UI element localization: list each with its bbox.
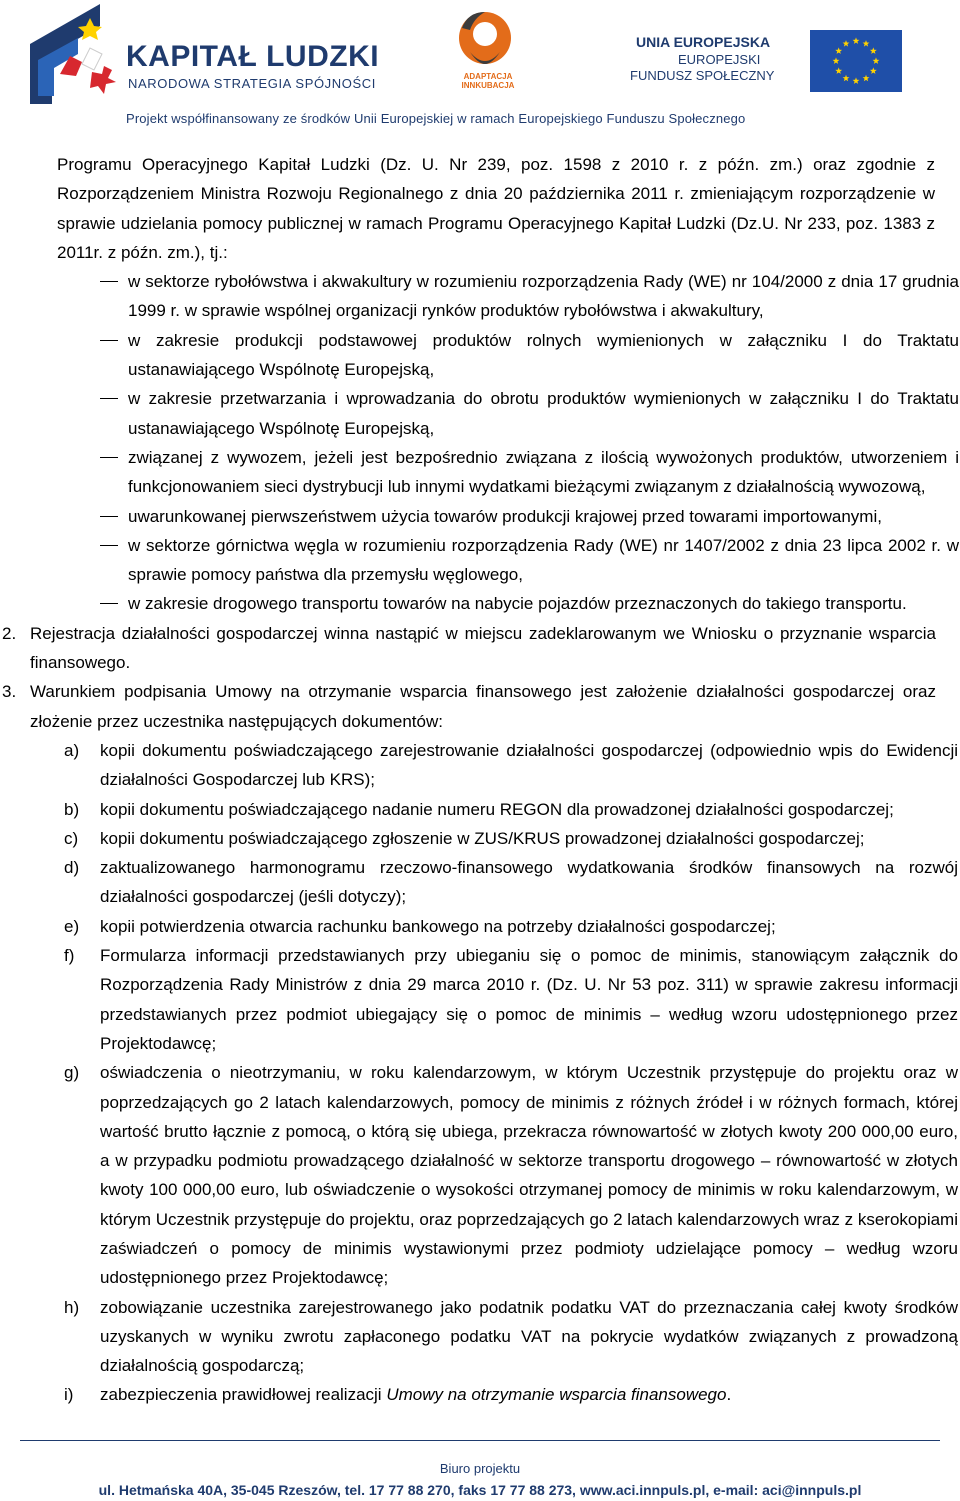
list-item xyxy=(128,326,959,385)
list-item xyxy=(128,384,959,443)
ue-title: UNIA EUROPEJSKA xyxy=(636,34,771,50)
list-item-text: w sektorze rybołówstwa i akwakultury w rozumieniu rozporządzenia Rady (WE) nr 104/2000 z dnia 17 grudnia 1999 r. w sprawie wspólnej organizacji rynków produktów rybołówstwa i akwakultury, xyxy=(128,272,959,321)
numbered-item-2 xyxy=(2,619,936,678)
item-letter: b) xyxy=(64,799,80,819)
lettered-item-g xyxy=(64,1058,958,1292)
numbered-item-3 xyxy=(2,677,936,736)
lettered-item-f xyxy=(64,941,958,1058)
eu-flag-icon xyxy=(810,30,902,92)
item-letter: i) xyxy=(64,1385,74,1405)
item-text: oświadczenia o nieotrzymaniu, w roku kalendarzowym, w którym Uczestnik przystępuje do projektu oraz w poprzedzających go 2 latach kalendarzowych, pomocy de minimis z różnych źródeł i w różnych formach, której wartość brutto łącznie z pomocą, o którą się ubiega, przekracza równowartość w złotych kwoty 200 000,00 euro, a w przypadku podmiotu prowadzącego działalność w sektorze transportu drogowego – równowartość w złotych kwoty 100 000,00 euro, lub oświadczenie o wysokości otrzymanej pomocy de minimis w roku kalendarzowym, w którym Uczestnik przystępuje do projektu, oraz poprzedzających go 2 latach kalendarzowych wraz z kserokopiami zaświadczeń o pomocy de minimis wystawionymi przez podmioty udzielające pomocy – według wzoru udostępnionego przez Projektodawcę; xyxy=(100,1063,958,1288)
item-text: zobowiązanie uczestnika zarejestrowanego jako podatnik podatku VAT do przeznaczania całej kwoty środków uzyskanych w wyniku zwrotu zapłaconego podatku VAT na pokrycie wydatków związanych z prowadzoną działalnością gospodarczą; xyxy=(100,1297,958,1376)
list-item xyxy=(128,267,959,326)
item-letter: h) xyxy=(64,1297,80,1317)
footer-divider xyxy=(20,1440,940,1441)
item-letter: c) xyxy=(64,828,79,848)
ue-fund-line-1: EUROPEJSKI xyxy=(678,52,761,67)
item-text: kopii dokumentu poświadczającego zarejestrowanie działalności gospodarczej (odpowiednio wpis do Ewidencji działalności Gospodarczej lub KRS); xyxy=(100,740,958,790)
exclusion-list xyxy=(0,267,960,619)
document-body xyxy=(0,150,960,1410)
item-text: kopii dokumentu poświadczającego zgłoszenie w ZUS/KRUS prowadzonej działalności gospodarczej; xyxy=(100,828,865,848)
kapital-ludzki-subtitle: NARODOWA STRATEGIA SPÓJNOŚCI xyxy=(128,76,376,91)
item-text: Formularza informacji przedstawianych przy ubieganiu się o pomoc de minimis, stanowiącym załącznik do Rozporządzenia Rady Ministrów z dnia 29 marca 2010 r. (Dz. U. Nr 53 poz. 311) w sprawie zakresu informacji przedstawianych przez podmiot ubiegający się o pomoc de minimis – według wzoru udostępnionego przez Projektodawcę; xyxy=(100,946,958,1053)
item-text: kopii dokumentu poświadczającego nadanie numeru REGON dla prowadzonej działalności gospodarczej; xyxy=(100,799,894,819)
item-text-tail: . xyxy=(726,1385,732,1405)
list-item xyxy=(128,589,959,618)
footer-office-label: Biuro projektu xyxy=(439,1461,521,1476)
list-item xyxy=(128,502,959,531)
list-item-text: związanej z wywozem, jeżeli jest bezpośrednio związana z ilością wywożonych produktów, utworzeniem i funkcjonowaniem sieci dystrybucji lub innymi wydatkami bieżącymi związanym z działalnością wywozową, xyxy=(128,447,959,497)
item-text: zaktualizowanego harmonogramu rzeczowo-finansowego wydatkowania środków finansowych na rozwój działalności gospodarczej (jeśli dotyczy); xyxy=(100,858,958,907)
item-letter: g) xyxy=(64,1063,80,1083)
lettered-item-b xyxy=(64,795,958,824)
kapital-ludzki-title: KAPITAŁ LUDZKI xyxy=(126,40,380,73)
lettered-item-e xyxy=(64,912,958,941)
list-item-text: w zakresie drogowego transportu towarów na nabycie pojazdów przeznaczonych do takiego transportu. xyxy=(128,594,907,614)
item-text-italic: Umowy na otrzymanie wsparcia finansowego xyxy=(386,1385,727,1405)
list-item-text: w sektorze górnictwa węgla w rozumieniu rozporządzenia Rady (WE) nr 1407/2002 z dnia 23 lipca 2002 r. w sprawie pomocy państwa dla przemysłu węglowego, xyxy=(128,535,959,585)
list-item xyxy=(128,531,959,590)
lettered-item-c xyxy=(64,824,958,853)
page-header xyxy=(0,0,960,140)
item-text: kopii potwierdzenia otwarcia rachunku bankowego na potrzeby działalności gospodarczej; xyxy=(100,916,776,936)
intro-paragraph: Programu Operacyjnego Kapitał Ludzki (Dz. U. Nr 239, poz. 1598 z 2010 r. z późn. zm.) oraz zgodnie z Rozporządzeniem Ministra Rozwoju Regionalnego z dnia 20 października 2011 r. zmieniającym rozporządzenie w sprawie udzielania pomocy publicznej w ramach Programu Operacyjnego Kapitał Ludzki (Dz.U. Nr 233, poz. 1383 z 2011r. z późn. zm.), tj.: xyxy=(57,155,935,262)
kapital-ludzki-logo xyxy=(30,4,120,104)
item-number: 3. xyxy=(2,682,17,702)
dash-bullet xyxy=(100,340,118,341)
list-item xyxy=(128,443,959,502)
dash-bullet xyxy=(100,457,118,458)
item-letter: f) xyxy=(64,946,75,966)
item-letter: d) xyxy=(64,858,80,878)
dash-bullet xyxy=(100,603,118,604)
list-item-text: w zakresie produkcji podstawowej produktów rolnych wymienionych w załączniku I do Traktatu ustanawiającego Wspólnotę Europejską, xyxy=(128,330,959,380)
lettered-item-i xyxy=(64,1380,958,1409)
lettered-item-h xyxy=(64,1293,958,1381)
dash-bullet xyxy=(100,281,118,282)
aci-line-2: INNKUBACJA xyxy=(461,81,515,90)
dash-bullet xyxy=(100,545,118,546)
footer-address: ul. Hetmańska 40A, 35-045 Rzeszów, tel. 17 77 88 270, faks 17 77 88 273, www.aci.innpuls.pl, e-mail: aci@innpuls.pl xyxy=(98,1482,862,1498)
project-cofinancing-line: Projekt współfinansowany ze środków Unii Europejskiej w ramach Europejskiego Funduszu Społecznego xyxy=(126,111,746,126)
aci-line-1: ADAPTACJA xyxy=(463,72,513,81)
item-text: Warunkiem podpisania Umowy na otrzymanie wsparcia finansowego jest założenie działalności gospodarczej oraz złożenie przez uczestnika następujących dokumentów: xyxy=(30,682,936,731)
lettered-item-a xyxy=(64,736,958,795)
aci-logo-text xyxy=(458,72,518,90)
item-text: Rejestracja działalności gospodarczej winna nastąpić w miejscu zadeklarowanym we Wniosku o przyznanie wsparcia finansowego. xyxy=(30,623,936,673)
item-letter: e) xyxy=(64,916,80,936)
list-item-text: w zakresie przetwarzania i wprowadzania do obrotu produktów wymienionych w załączniku I do Traktatu ustanawiającego Wspólnotę Europejską, xyxy=(128,389,959,438)
list-item-text: uwarunkowanej pierwszeństwem użycia towarów produkcji krajowej przed towarami importowanymi, xyxy=(128,506,882,526)
ue-fund-line-2: FUNDUSZ SPOŁECZNY xyxy=(630,68,775,83)
lettered-item-d xyxy=(64,853,958,912)
item-letter: a) xyxy=(64,740,80,760)
dash-bullet xyxy=(100,516,118,517)
item-text: zabezpieczenia prawidłowej realizacji xyxy=(100,1385,387,1405)
item-number: 2. xyxy=(2,623,17,643)
dash-bullet xyxy=(100,398,118,399)
